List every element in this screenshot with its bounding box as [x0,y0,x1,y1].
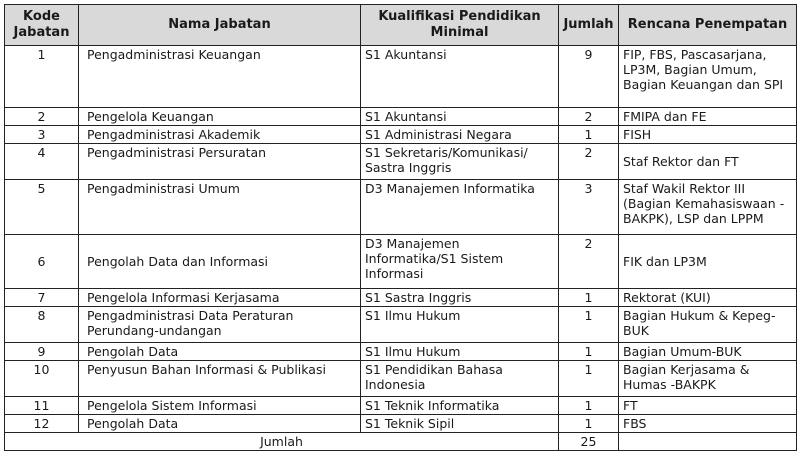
cell-jumlah: 3 [559,180,619,235]
table-row [5,307,797,343]
table-row [5,397,797,415]
jabatan-table [4,4,797,451]
cell-penempatan: FIP, FBS, Pascasarjana, LP3M, Bagian Umum, Bagian Keuangan dan SPI [619,46,797,108]
cell-kode: 2 [5,108,79,126]
cell-jumlah: 2 [559,235,619,289]
cell-penempatan: Bagian Hukum & Kepeg- BUK [619,307,797,343]
total-value: 25 [559,433,619,451]
cell-nama: Pengolah Data [79,415,361,433]
table-row [5,415,797,433]
cell-nama: Pengelola Informasi Kerjasama [79,289,361,307]
cell-kualifikasi: S1 Administrasi Negara [361,126,559,144]
total-label: Jumlah [5,433,559,451]
cell-penempatan: FISH [619,126,797,144]
table-row [5,126,797,144]
header-row [5,5,797,46]
table-row [5,235,797,289]
table-row [5,289,797,307]
cell-jumlah: 2 [559,144,619,180]
cell-penempatan: Staf Rektor dan FT [619,144,797,180]
cell-jumlah: 2 [559,108,619,126]
cell-nama: Pengadministrasi Akademik [79,126,361,144]
table-row [5,108,797,126]
cell-kode: 11 [5,397,79,415]
cell-jumlah: 1 [559,343,619,361]
cell-kualifikasi: S1 Teknik Informatika [361,397,559,415]
cell-kualifikasi: S1 Sekretaris/Komunikasi/ Sastra Inggris [361,144,559,180]
cell-kualifikasi: S1 Ilmu Hukum [361,307,559,343]
cell-penempatan: FIK dan LP3M [619,235,797,289]
cell-kode: 4 [5,144,79,180]
cell-jumlah: 1 [559,361,619,397]
cell-nama: Pengadministrasi Keuangan [79,46,361,108]
cell-kualifikasi: S1 Teknik Sipil [361,415,559,433]
table-row [5,46,797,108]
cell-nama: Penyusun Bahan Informasi & Publikasi [79,361,361,397]
cell-kode: 5 [5,180,79,235]
cell-jumlah: 1 [559,307,619,343]
cell-jumlah: 1 [559,289,619,307]
cell-kualifikasi: S1 Akuntansi [361,108,559,126]
cell-nama: Pengolah Data dan Informasi [79,235,361,289]
cell-kualifikasi: S1 Ilmu Hukum [361,343,559,361]
cell-penempatan: Bagian Kerjasama & Humas -BAKPK [619,361,797,397]
cell-nama: Pengolah Data [79,343,361,361]
cell-kode: 9 [5,343,79,361]
cell-kualifikasi: S1 Akuntansi [361,46,559,108]
cell-kualifikasi: S1 Pendidikan Bahasa Indonesia [361,361,559,397]
cell-jumlah: 1 [559,126,619,144]
cell-kode: 12 [5,415,79,433]
cell-jumlah: 1 [559,397,619,415]
cell-kode: 10 [5,361,79,397]
cell-penempatan: FT [619,397,797,415]
cell-kualifikasi: D3 Manajemen Informatika [361,180,559,235]
cell-kode: 3 [5,126,79,144]
cell-nama: Pengadministrasi Data Peraturan Perundang-undangan [79,307,361,343]
cell-kode: 1 [5,46,79,108]
cell-nama: Pengadministrasi Persuratan [79,144,361,180]
cell-penempatan: FMIPA dan FE [619,108,797,126]
cell-jumlah: 1 [559,415,619,433]
cell-nama: Pengelola Sistem Informasi [79,397,361,415]
header-kode: Kode Jabatan [5,5,79,46]
cell-kualifikasi: S1 Sastra Inggris [361,289,559,307]
table-row [5,343,797,361]
cell-kode: 6 [5,235,79,289]
cell-jumlah: 9 [559,46,619,108]
cell-penempatan: Staf Wakil Rektor III (Bagian Kemahasiswaan - BAKPK), LSP dan LPPM [619,180,797,235]
cell-penempatan: Rektorat (KUI) [619,289,797,307]
table-row [5,180,797,235]
header-jumlah: Jumlah [559,5,619,46]
cell-kode: 8 [5,307,79,343]
table-row [5,144,797,180]
cell-penempatan: FBS [619,415,797,433]
cell-nama: Pengelola Keuangan [79,108,361,126]
cell-penempatan: Bagian Umum-BUK [619,343,797,361]
cell-kualifikasi: D3 Manajemen Informatika/S1 Sistem Informasi [361,235,559,289]
total-empty-cell [619,433,797,451]
table-row [5,361,797,397]
total-row [5,433,797,451]
header-nama: Nama Jabatan [79,5,361,46]
cell-kode: 7 [5,289,79,307]
header-penempatan: Rencana Penempatan [619,5,797,46]
header-kualifikasi: Kualifikasi Pendidikan Minimal [361,5,559,46]
cell-nama: Pengadministrasi Umum [79,180,361,235]
